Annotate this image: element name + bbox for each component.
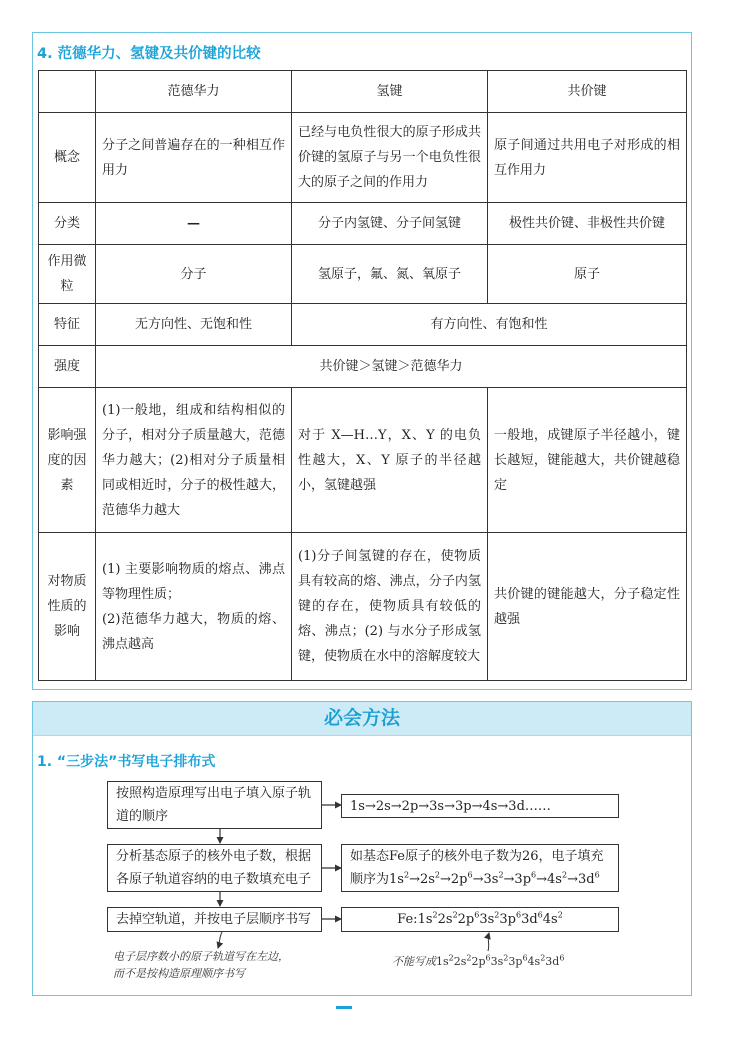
concept-hbond: 已经与电负性很大的原子形成共价键的氢原子与另一个电负性很大的原子之间的作用力 xyxy=(292,113,488,203)
row-label: 影响强度的因素 xyxy=(39,388,96,533)
step3-result xyxy=(341,907,619,932)
note-left-line2: 而不是按构造原理顺序书写 xyxy=(113,967,245,980)
effect-vdw-1: (1) 主要影响物质的熔点、沸点等物理性质； xyxy=(102,561,285,602)
factors-covalent: 一般地，成键原子半径越小，键长越短，键能越大，共价键越稳定 xyxy=(488,388,687,533)
note-right-prefix: 不能写成 xyxy=(392,955,436,968)
factors-vdw: (1)一般地，组成和结构相似的分子，相对分子质量越大，范德华力越大；(2)相对分子质量相同或相近时，分子的极性越大，范德华力越大 xyxy=(96,388,292,533)
fe-configuration: $1s^22s^22p^63s^23p^63d^64s^2$ xyxy=(417,910,563,927)
factors-hbond: 对于 X—H…Y，X、Y 的电负性越大，X、Y 原子的半径越小，氢键越强 xyxy=(292,388,488,533)
methods-banner: 必会方法 xyxy=(323,707,400,729)
note-pointer-right xyxy=(488,933,489,951)
step2-result-prefix: 顺序为 xyxy=(350,872,390,887)
step3-box: 去掉空轨道，并按电子层顺序书写 xyxy=(107,907,322,932)
particle-covalent: 原子 xyxy=(488,245,687,304)
feature-vdw: 无方向性、无饱和性 xyxy=(96,304,292,346)
row-label: 强度 xyxy=(39,346,96,388)
header-vdw: 范德华力 xyxy=(96,71,292,113)
row-label: 概念 xyxy=(39,113,96,203)
step1-box: 按照构造原理写出电子填入原子轨道的顺序 xyxy=(107,781,322,829)
particle-vdw: 分子 xyxy=(96,245,292,304)
fill-order-formula: $1s^2\to 2s^2\to 2p^6\to 3s^2\to 3p^6\to 4s^2\to 3d^6$ xyxy=(389,870,600,887)
note-pointer-left xyxy=(218,932,222,948)
row-label: 对物质性质的影响 xyxy=(39,533,96,681)
wrong-configuration: $1s^22s^22p^63s^23p^64s^23d^6$ xyxy=(436,953,565,968)
method-subtitle: 1. “三步法”书写电子排布式 xyxy=(37,754,216,770)
effect-covalent: 共价键的键能越大，分子稳定性越强 xyxy=(488,533,687,681)
particle-hbond: 氢原子，氟、氮、氧原子 xyxy=(292,245,488,304)
note-left xyxy=(113,948,289,982)
step2-result-line2 xyxy=(350,868,610,891)
effect-vdw-2: (2)范德华力越大，物质的熔、沸点越高 xyxy=(102,611,285,652)
step2-result xyxy=(341,844,619,892)
category-vdw: — xyxy=(96,203,292,245)
step2-box: 分析基态原子的核外电子数，根据各原子轨道容纳的电子数填充电子 xyxy=(107,844,322,892)
effect-hbond: (1)分子间氢键的存在，使物质具有较高的熔、沸点，分子内氢键的存在，使物质具有较低的熔、沸点；(2) 与水分子形成氢键，使物质在水中的溶解度较大 xyxy=(292,533,488,681)
feature-other: 有方向性、有饱和性 xyxy=(292,304,687,346)
header-covalent: 共价键 xyxy=(488,71,687,113)
category-covalent: 极性共价键、非极性共价键 xyxy=(488,203,687,245)
concept-vdw: 分子之间普遍存在的一种相互作用力 xyxy=(96,113,292,203)
section-title: 4. 范德华力、氢键及共价键的比较 xyxy=(37,46,261,62)
note-right xyxy=(392,953,564,970)
row-label: 分类 xyxy=(39,203,96,245)
row-label: 特征 xyxy=(39,304,96,346)
step2-result-line1: 如基态Fe原子的核外电子数为26，电子填充 xyxy=(350,849,604,864)
category-hbond: 分子内氢键、分子间氢键 xyxy=(292,203,488,245)
page-number-mark xyxy=(336,1006,352,1009)
strength-value: 共价键＞氢键＞范德华力 xyxy=(96,346,687,388)
concept-covalent: 原子间通过共用电子对形成的相互作用力 xyxy=(488,113,687,203)
row-label: 作用微粒 xyxy=(39,245,96,304)
step1-result: 1s→2s→2p→3s→3p→4s→3d…… xyxy=(341,794,619,818)
step3-result-prefix: Fe: xyxy=(397,912,418,927)
header-hbond: 氢键 xyxy=(292,71,488,113)
note-left-line1: 电子层序数小的原子轨道写在左边， xyxy=(113,950,289,963)
